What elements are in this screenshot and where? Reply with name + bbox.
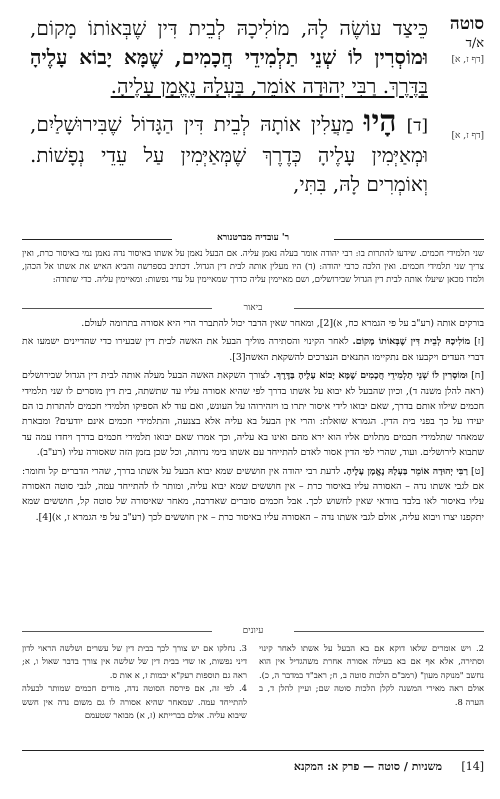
notes-column-left <box>22 642 247 722</box>
divider <box>22 308 212 309</box>
chapter-mishnah-number: א/ד <box>465 36 484 51</box>
daf-reference-2: [דף ז, א] <box>451 131 484 141</box>
bartenura-commentary: שני תלמידי חכמים. שידעו להתרות בו: רבי יהודה אומר בעלה נאמן עליה. אם הבעל נאמן על אשתו באיסור נדה נאמן נמי באיסור כרת, ואין צריך שני תלמידי חכמים. ואין הלכה כרבי יהודה: (ד) היו מעלין אותה לבית דין הגדול. דכתיב בספרשה והביא האיש את אשתו אל הכהן, ולמדו מכאן שיעלו אותה לבית דין הגדול שבירושלים, ושם מאיימין עליה כדרך שמאיימין על עדי נפשות: ומאיימין עליה. כדי שתודה: <box>22 249 484 285</box>
footnote: 3. נחלקו אם יש צורך לכך בבית דין של עשרים ושלשה הראוי לדון דיני נפשות, או שדי בבית דין של שלשה אין צורך בדבר שאול ו, א; ראה גם תוספות רעק"א יבמות ז, א אות ס. <box>22 643 247 680</box>
iyunim-notes <box>22 642 484 722</box>
divider <box>22 631 212 632</box>
biur-paragraph <box>22 464 484 526</box>
page-footer <box>22 760 484 780</box>
page-number: [14] <box>461 760 484 773</box>
divider <box>334 239 484 240</box>
paragraph-body: לדעת רבי יהודה אין חוששים שמא יבוא הבעל על אשתו בדרך, שהרי הדברים קל וחומר: אם לגבי אשתו נדה – האסורה עליו באיסור כרת – אין חוששים שמא יבוא עליה, ומותר לו להתייחד עמה, לגבי סוטה האסורה עליו באיסור לאו בלבד בוודאי שאין לחשוש לכך. אבל חכמים סוברים שאדרבה, מאחר שאיסורה של סוטה קל, חוששים שמא יתקפנו יצרו ויבוא עליה, אולם לגבי אשתו נדה – האסורה עליו באיסור כרת – אין חוששים לכך (רע"ב על פי הגמרא ז, א)[4]. <box>22 465 484 523</box>
bartenura-header <box>22 232 484 246</box>
mishnah-line-bold: וּמוֹסְרִין לוֹ שְׁנֵי תַלְמִידֵי חֲכָמִים, שֶׁמָּא יָבוֹא עָלֶיהָ <box>30 45 428 69</box>
biur-paragraph <box>22 334 484 365</box>
mishnah-text <box>30 14 428 199</box>
running-title: משניות / סוטה — פרק א: המקנא <box>293 760 442 773</box>
biur-title: ביאור <box>243 303 263 313</box>
paragraph-body: לאחר הקינוי והסתירה מוליך הבעל את האשה לבית דין שבעירו כדי שהדיינים ישמעו את דברי העדים ויקבעו אם נתקיימו התנאים הנצרכים להשקאת האשה[3]. <box>22 336 484 363</box>
paragraph-number: [ט] <box>471 465 485 477</box>
biur-header <box>22 302 484 314</box>
daf-reference: [דף ז, א] <box>451 55 484 65</box>
paragraph-number: [ז] <box>474 336 485 348</box>
footer-divider <box>22 750 484 751</box>
quoted-heading: וּמוֹסְרִין לוֹ שְׁנֵי תַלְמִידֵי חֲכָמִים שֶׁמָּא יָבוֹא עָלֶיהָ בַּדֶּרֶךְ. <box>273 370 468 382</box>
iyunim-title: עיונים <box>242 626 264 636</box>
biur-paragraph: בורקים אותה (רע"ב על פי הגמרא כח, א)[2], ומאחר שאין הדבר יכול להתברר הרי היא אסורה בתרומה לעולם. <box>81 318 484 329</box>
mishnah-section <box>30 14 484 199</box>
tractate-name: סוטה <box>449 14 484 34</box>
divider <box>294 631 484 632</box>
footnote: 2. ויש אומרים שלאו דוקא אם בא הבעל על אשתו לאחר קינוי וסתירה, אלא אף אם בא בעילה אסורה אחרת משהגדיל אין הוא נחשב "מנוקה מעון" (רמב"ם הלכות סוטה ב, ח; ראב"ד במדבר ה, כ). אולם ראה מאירי המשנה לקלן הלכות סוטה שם; ועיין להלן ד, ב הערה 8. <box>259 643 484 707</box>
notes-column-right <box>259 642 484 722</box>
mishnah-line: מַעֲלִין אוֹתָהּ לְבֵית דִּין הַגָּדוֹל <box>131 112 354 136</box>
quoted-heading: מוֹלִיכָהּ לְבֵית דִּין שֶׁבְּאוֹתוֹ מָקוֹם. <box>352 336 471 348</box>
quoted-heading: רַבִּי יְהוּדָה אוֹמֵר בַּעְלָהּ נֶאֱמָן עָלֶיהָ. <box>343 465 468 477</box>
mishnah-opening-word: הָיוּ <box>363 104 397 139</box>
mishnah-line: בַּדֶּרֶךְ. רַבִּי יְהוּדָה אוֹמֵר, בַּעְלָהּ נֶאֱמָן עָלֶיהָ. <box>110 74 428 98</box>
mishnah-number-marker: [ד] <box>406 116 429 136</box>
divider <box>22 239 172 240</box>
biur-paragraph <box>22 368 484 460</box>
mishnah-line: שֶׁמְּאַיְּמִין עַל עֵדֵי נְפָשׁוֹת. וְאוֹמְרִים לָהּ, בִּתִּי, <box>30 143 428 196</box>
iyunim-header <box>22 625 484 637</box>
paragraph-number: [ח] <box>471 370 484 382</box>
mishnah-line: שֶׁבִּירוּשָׁלַיִם, וּמְאַיְּמִין עָלֶיהָ כְּדֶרֶךְ <box>30 112 429 167</box>
divider <box>294 308 484 309</box>
paragraph-body: לצורך השקאת האשה הבעל מעלה אותה לבית דין הגדול שבירושלים (ראה להלן משנה ד), וכיון שהבעל לא יבוא על אשתו בדרך לפי שהיא אסורה עליו עד שתשתה, בית דין מוסרים לו שני תלמידי חכמים שילוו אותם בדרך, שאם יבואו לידי איסור יתרו בו ויזהירוהו על העונש, ואם עוד לא הספיקו תלמידי חכמים להתרות בו הם יעידו על כך בפני בית הדין. הגמרא שואלת: והרי אין הבעל בא עליה אלא בצנעה, והתלמידי חכמים אינם יודעים? ומבארת שמאחר שתלמידי חכמים מתלוים אליו הוא ירא מהם ואינו בא עליה, וכך אמרו שאם יבואו תלמידי חכמים בדרך ויחדו עמה עד שתבוא לירושלים. ועוד, שהרי לפי הדין אסור לאדם להתייחד עם אשתו בימי נדותה, וכל שכן בזמן הזה שאסורה עליו (רע"ב). <box>22 370 484 459</box>
footnote: 4. לפי זה, אם פירסה הסוטה נדה, מודים חכמים שמותר לבעלה להתייחד עמה. שמאחר שהיא אסורה לו גם משום נדה אין חשש שיבוא עליה. אולם בברייתא (ז, א) מבואר שטעמם <box>22 683 247 721</box>
side-margin <box>432 14 484 65</box>
mishnah-line: כֵּיצַד עוֹשֶׂה לָהּ, מוֹלִיכָהּ לְבֵית דִּין שֶׁבְּאוֹתוֹ מָקוֹם, <box>30 16 428 40</box>
bartenura-title: ר' עובדיה מברטנורא <box>217 233 289 243</box>
biur-commentary <box>22 316 484 528</box>
